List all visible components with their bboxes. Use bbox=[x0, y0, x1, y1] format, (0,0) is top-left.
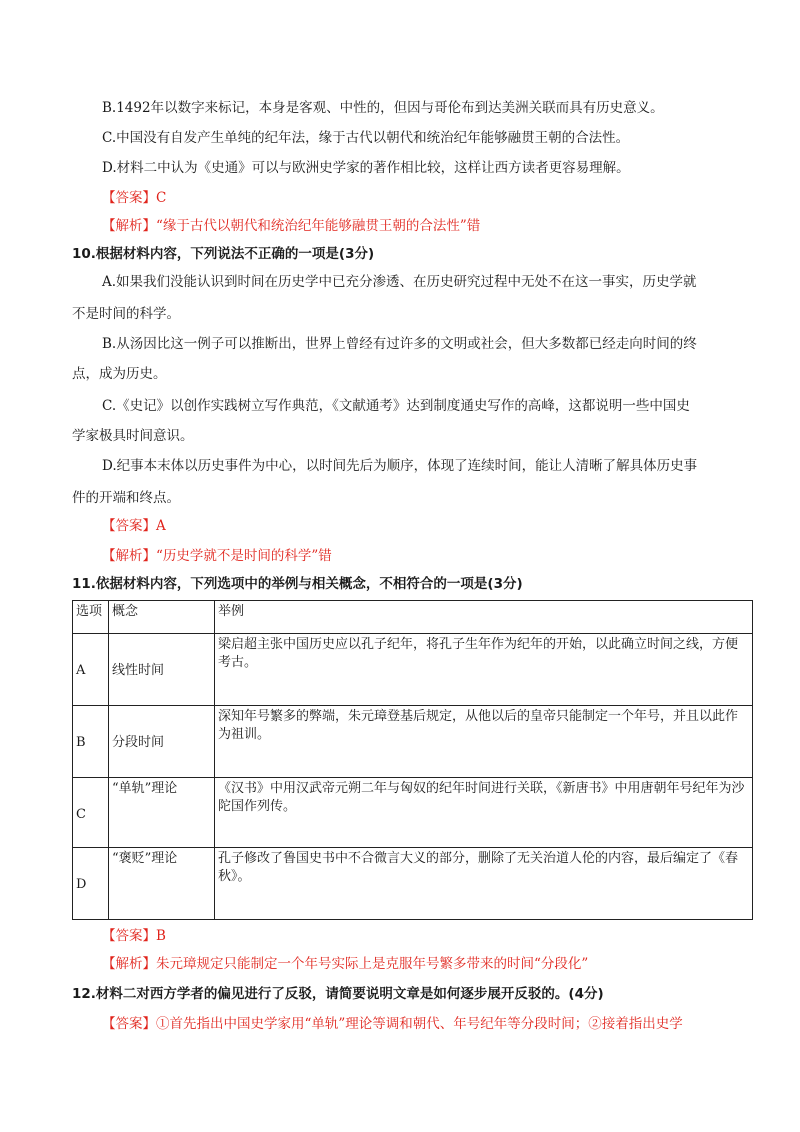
row-concept: 分段时间 bbox=[112, 735, 165, 750]
row-example: 《汉书》中用汉武帝元朔二年与匈奴的纪年时间进行关联，《新唐书》中用唐朝年号纪年为沙陀国作列传。 bbox=[215, 778, 753, 848]
q10-option-a-line2: 不是时间的科学。 bbox=[72, 306, 180, 322]
q10-option-b-line2: 点，成为历史。 bbox=[72, 366, 167, 382]
q10-question: 10.根据材料内容，下列说法不正确的一项是(3分) bbox=[72, 246, 375, 262]
q10-option-c-line2: 学家极具时间意识。 bbox=[72, 428, 194, 444]
analysis-label: 【解析】 bbox=[102, 548, 156, 564]
answer-value: A bbox=[156, 518, 166, 534]
table-row bbox=[73, 778, 753, 848]
answer-label: 【答案】 bbox=[102, 1016, 156, 1032]
q12-answer bbox=[102, 1014, 683, 1034]
q9-option-b: B.1492年以数字来标记，本身是客观、中性的，但因与哥伦布到达美洲关联而具有历史意义。 bbox=[102, 100, 664, 116]
q10-option-b-line1: B.从汤因比这一例子可以推断出，世界上曾经有过许多的文明或社会，但大多数都已经走向时间的终 bbox=[102, 336, 697, 352]
row-option: C bbox=[76, 807, 86, 822]
q11-analysis bbox=[102, 954, 588, 974]
answer-value: B bbox=[156, 928, 166, 944]
row-example: 梁启超主张中国历史应以孔子纪年，将孔子生年作为纪年的开始，以此确立时间之线，方便考古。 bbox=[215, 634, 753, 706]
q10-option-c-line1: C.《史记》以创作实践树立写作典范，《文献通考》达到制度通史写作的高峰，这都说明一些中国史 bbox=[102, 398, 690, 414]
q11-question: 11.依据材料内容，下列选项中的举例与相关概念，不相符合的一项是(3分) bbox=[72, 576, 523, 592]
answer-label: 【答案】 bbox=[102, 928, 156, 944]
analysis-label: 【解析】 bbox=[102, 218, 156, 234]
q9-option-c: C.中国没有自发产生单纯的纪年法，缘于古代以朝代和统治纪年能够融贯王朝的合法性。 bbox=[102, 130, 630, 146]
q10-option-d-line1: D.纪事本末体以历史事件为中心，以时间先后为顺序，体现了连续时间，能让人清晰了解具体历史事 bbox=[102, 458, 698, 474]
row-option: B bbox=[76, 735, 86, 750]
answer-value: C bbox=[156, 190, 167, 206]
row-concept: “褒贬”理论 bbox=[109, 848, 215, 920]
answer-value: ①首先指出中国史学家用“单轨”理论等调和朝代、年号纪年等分段时间；②接着指出史学 bbox=[156, 1016, 683, 1032]
analysis-text: “历史学就不是时间的科学”错 bbox=[156, 548, 332, 564]
q10-analysis bbox=[102, 546, 332, 566]
answer-label: 【答案】 bbox=[102, 518, 156, 534]
table-row bbox=[73, 706, 753, 778]
q10-answer bbox=[102, 516, 166, 536]
q11-options-table bbox=[72, 600, 753, 920]
row-concept: 线性时间 bbox=[112, 663, 165, 678]
q9-analysis bbox=[102, 216, 480, 236]
analysis-label: 【解析】 bbox=[102, 956, 156, 972]
q12-question: 12.材料二对西方学者的偏见进行了反驳，请简要说明文章是如何逐步展开反驳的。(4分) bbox=[72, 986, 604, 1002]
q9-option-d: D.材料二中认为《史通》可以与欧洲史学家的著作相比较，这样让西方读者更容易理解。 bbox=[102, 160, 630, 176]
q11-answer bbox=[102, 926, 166, 946]
header-concept: 概念 bbox=[109, 601, 215, 634]
analysis-text: 朱元璋规定只能制定一个年号实际上是克服年号繁多带来的时间“分段化” bbox=[156, 956, 589, 972]
analysis-text: “缘于古代以朝代和统治纪年能够融贯王朝的合法性”错 bbox=[156, 218, 481, 234]
q10-option-d-line2: 件的开端和终点。 bbox=[72, 490, 180, 506]
answer-label: 【答案】 bbox=[102, 190, 156, 206]
row-option: A bbox=[76, 663, 86, 678]
table-header-row bbox=[73, 601, 753, 634]
row-example: 深知年号繁多的弊端，朱元璋登基后规定，从他以后的皇帝只能制定一个年号，并且以此作为祖训。 bbox=[215, 706, 753, 778]
q10-option-a-line1: A.如果我们没能认识到时间在历史学中已充分渗透、在历史研究过程中无处不在这一事实，历史学就 bbox=[102, 274, 697, 290]
header-example: 举例 bbox=[215, 601, 753, 634]
table-row bbox=[73, 634, 753, 706]
row-concept: “单轨”理论 bbox=[109, 778, 215, 848]
header-option: 选项 bbox=[73, 601, 109, 634]
row-option: D bbox=[76, 877, 87, 892]
table-row bbox=[73, 848, 753, 920]
q9-answer bbox=[102, 188, 166, 208]
row-example: 孔子修改了鲁国史书中不合微言大义的部分，删除了无关治道人伦的内容，最后编定了《春秋》。 bbox=[215, 848, 753, 920]
